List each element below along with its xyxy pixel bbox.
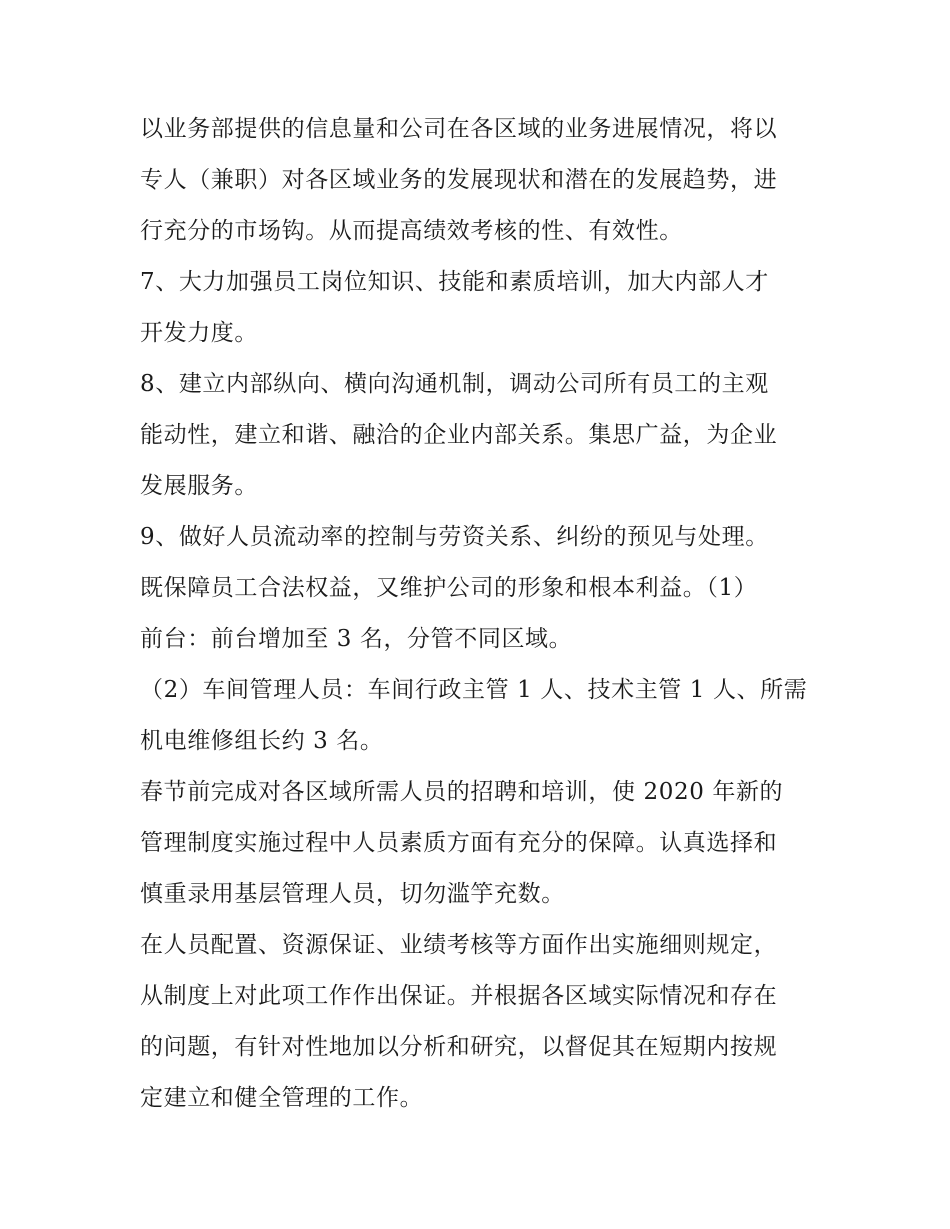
text-line: 8、建立内部纵向、横向沟通机制，调动公司所有员工的主观 [140,371,769,397]
text-line: 从制度上对此项工作作出保证。并根据各区域实际情况和存在 [140,983,778,1009]
text-line: 在人员配置、资源保证、业绩考核等方面作出实施细则规定， [140,932,778,958]
text-line: 以业务部提供的信息量和公司在各区域的业务进展情况，将以 [140,116,778,142]
text-line: 9、做好人员流动率的控制与劳资关系、纠纷的预见与处理。 [140,524,769,550]
text-line: 开发力度。 [140,320,258,346]
text-line: 行充分的市场钩。从而提高绩效考核的性、有效性。 [140,218,683,244]
document-body [140,104,820,1124]
text-line: 发展服务。 [140,473,258,499]
text-line: 春节前完成对各区域所需人员的招聘和培训，使 2020 年新的 [140,779,784,805]
text-line: 的问题，有针对性地加以分析和研究，以督促其在短期内按规 [140,1034,778,1060]
text-line: 机电维修组长约 3 名。 [140,728,384,754]
text-line: 7、大力加强员工岗位知识、技能和素质培训，加大内部人才 [140,269,769,295]
text-line: 慎重录用基层管理人员，切勿滥竽充数。 [140,881,565,907]
text-line: 管理制度实施过程中人员素质方面有充分的保障。认真选择和 [140,830,778,856]
text-line: （2）车间管理人员：车间行政主管 1 人、技术主管 1 人、所需 [140,677,808,703]
text-line: 定建立和健全管理的工作。 [140,1085,424,1111]
text-line: 能动性，建立和谐、融洽的企业内部关系。集思广益，为企业 [140,422,778,448]
text-line: 专人（兼职）对各区域业务的发展现状和潜在的发展趋势，进 [140,167,778,193]
text-line: 前台：前台增加至 3 名，分管不同区域。 [140,626,573,652]
text-line: 既保障员工合法权益，又维护公司的形象和根本利益。（1） [140,575,758,601]
